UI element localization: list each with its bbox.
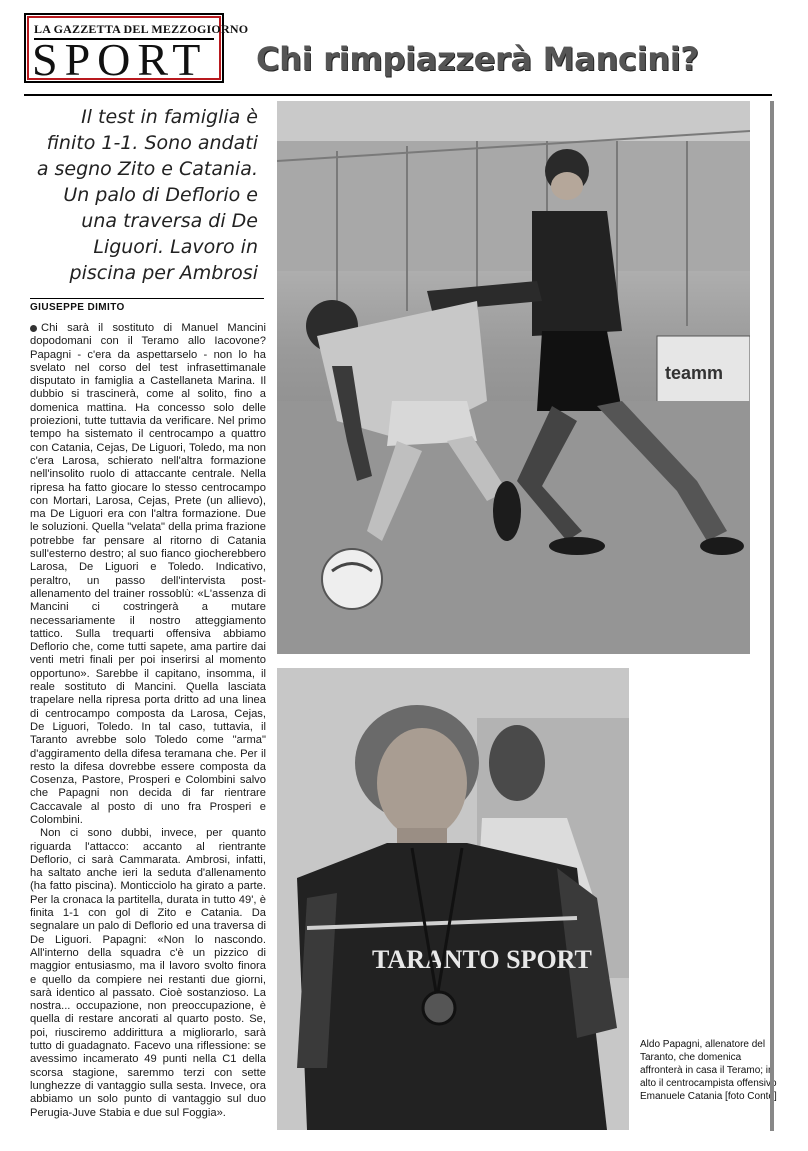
bullet-icon (30, 325, 37, 332)
photo-players-image (277, 101, 750, 654)
column-divider (770, 101, 774, 1131)
subheadline: Il test in famiglia è finito 1-1. Sono andati a segno Zito e Catania. Un palo di Deflorio e una traversa di De Liguori. Lavoro in piscina per Ambrosi (36, 106, 258, 284)
photo-coach-portrait (277, 668, 629, 1130)
masthead-paper-name: LA GAZZETTA DEL MEZZOGIORNO (34, 22, 249, 36)
shirt-text: TARANTO SPORT (372, 945, 592, 974)
ad-board-text: teamm (665, 363, 724, 383)
masthead-section: SPORT (32, 34, 208, 85)
article-paragraph-1-text: Chi sarà il sostituto di Manuel Mancini dopodomani con il Teramo allo Iacovone? Papagni - c'era da aspettarselo - non lo ha svelato nel corso del test infrasettimanale disputato in famiglia a Castellaneta Marina. Il dubbio si trascinerà, come al solito, fino a domenica mattina. Ha concesso solo delle proiezioni, tutte tuttavia da verificare. Nel primo tempo ha sistemato il centrocampo a quattro con Catania, Cejas, De Liguori, Toledo, ma non c'era Larosa, schierato nell'altra formazione nell'insolito ruolo di attaccante centrale. Nella ripresa ha fatto giocare lo stesso centrocampo con Mortari, Larosa, Cejas, Prete (un allievo), ma De Liguori era con l'altra formazione. Due le soluzioni. Quella "velata" della prima frazione potrebbe far pensare al ritorno di Catania sull'esterno destro; al suo fianco giocherebbero Larosa, De Liguori e Toledo. Indicativo, peraltro, un passo dell'intervista post-allenamento del trainer rossoblù: «L'assenza di Mancini ci costringerà a mutare necessariamente il nostro atteggiamento tattico. Sulla trequarti offensiva abbiamo Deflorio che, come tutti sapete, ama partire dai venti metri finali per poi inserirsi al momento opportuno». Sarebbe il capitano, insomma, il reale sostituto di Mancini. Quella lasciata trapelare nella ripresa porta dritto ad una linea di centrocampo composta da Larosa, Cejas, De Liguori, Toledo. In tal caso, tuttavia, il Taranto avrebbe solo Toledo come "arma" d'aggiramento della difesa teramana che. Per il resto la difesa dovrebbe essere composta da Cosenza, Pastore, Prosperi e Colombini salvo che Papagni non decida di far rientrare Caccavale al posto di uno fra Prosperi e Colombini. (30, 322, 266, 826)
photo-caption: Aldo Papagni, allenatore del Taranto, che domenica affronterà in casa il Teramo; in alto il centrocampista offensivo Emanuele Catania [foto Conte] (640, 1039, 777, 1102)
byline-divider (30, 298, 264, 299)
headline: Chi rimpiazzerà Mancini? (256, 40, 699, 78)
article-paragraph-1 (30, 322, 266, 827)
article-paragraph-2: Non ci sono dubbi, invece, per quanto riguarda l'attacco: accanto al rientrante Deflorio, ci sarà Cammarata. Ambrosi, infatti, ha saltato anche ieri la seduta d'allenamento (ha fatto piscina). Monticciolo ha girato a parte. Per la cronaca la partitella, durata in tutto 49', è finita 1-1 con gol di Zito e Catania. Da segnalare un palo di Deflorio ed una traversa di De Liguori. Papagni: «Non lo nascondo. All'interno della squadra c'è un pizzico di maggior entusiasmo, ma il lavoro svolto finora e quello da compiere nei restanti due giorni, sarà identico al passato. Cioè sostanzioso. La nostra... occupazione, non preoccupazione, è quella di restare ancorati al quarto posto. Se, poi, riusciremo addirittura a migliorarlo, sarà tutto di guadagnato. Facevo una riflessione: se avessimo incamerato 49 punti nella C1 della scorsa stagione, saremmo terzi con sette lunghezze di vantaggio sulla sesta. Invece, ora abbiamo un solo punto di vantaggio sul duo Perugia-Juve Stabia e due sul Foggia». (30, 827, 266, 1119)
masthead-logo (24, 13, 249, 85)
byline: GIUSEPPE DIMITO (30, 302, 125, 313)
header-divider (24, 94, 772, 96)
photo-coach-image (277, 668, 629, 1130)
photo-players-training (277, 101, 750, 654)
article-body (30, 322, 266, 1120)
